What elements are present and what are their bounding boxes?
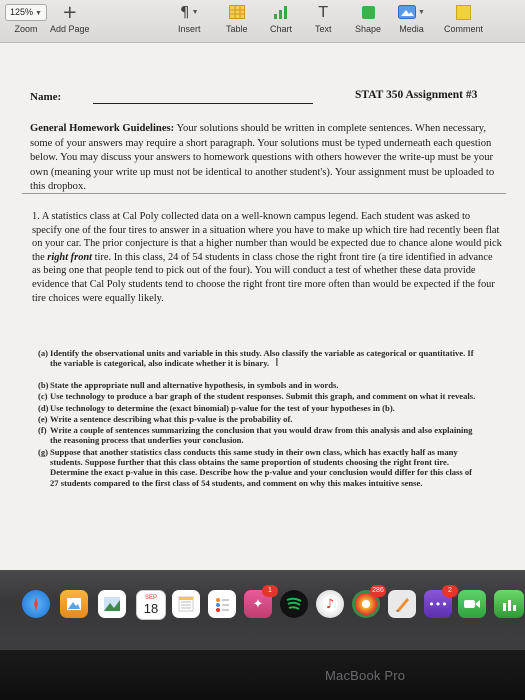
shape-button[interactable] [355,3,381,34]
part-text: Use technology to produce a bar graph of the student responses. Submit this graph, and comment on what it reveals. [50,391,476,402]
chart-icon [270,3,292,21]
list-item[interactable] [38,425,478,446]
table-button[interactable] [226,3,248,34]
divider [22,193,506,194]
part-text: Write a couple of sentences summarizing the conclusion that you would draw from this analysis and also explaining the reasoning process that underlies your conclusion. [50,425,473,446]
shape-icon [355,3,381,21]
text-cursor-icon: I [275,356,279,370]
part-text: Suppose that another statistics class conducts this same study in their own class, which has exactly half as many students. Suppose further that this class obtains the same proportion of students choosing the right front tire. Determine the exact p-value in this case. Describe how the p-value and your conclusion would differ for this class of 27 students compared to the first class of 54 students, and comment on why this makes intuitive sense. [50,446,473,488]
text-button[interactable] [315,3,332,34]
table-icon [226,3,248,21]
comment-label: Comment [444,24,484,34]
text-box-icon: T [318,3,328,21]
list-item[interactable] [38,380,478,390]
question-1[interactable] [32,210,502,305]
zoom-label: Zoom [14,24,38,34]
preview-icon[interactable] [60,590,88,618]
part-letter: (b) [38,380,49,390]
text-label: Text [315,24,332,34]
part-letter: (e) [38,413,48,424]
notification-badge: 2 [442,585,458,597]
guidelines-text: Your solutions should be written in complete sentences. When necessary, some of your answers may require a short paragraph. Your solutions must be typed underneath each question below. You may discuss your answers to homework questions with others however the write-up must be your own (meaning your write up must not be identical to another student's). Your assignment must be uploaded to this dropbox. [30,123,495,193]
safari-icon[interactable] [22,590,50,618]
part-text: State the appropriate null and alternative hypothesis, in symbols and in words. [50,380,339,390]
name-underline [93,103,313,104]
document-page[interactable] [0,43,525,570]
list-item[interactable] [38,414,478,424]
zoom-value[interactable]: 125% ▼ [5,4,47,21]
chart-button[interactable] [270,3,292,34]
pages-icon[interactable] [388,590,416,618]
podcasts-icon[interactable]: ••• 2 [424,590,452,618]
question-parts-list-continued [38,380,478,489]
name-label: Name: [30,91,62,103]
notification-badge: 1 [262,585,278,597]
add-page-button[interactable] [50,3,90,34]
notification-badge: 286 [370,585,386,597]
paragraph-icon: ¶ ▼ [180,3,199,21]
question-intro: 1. A statistics class at Cal Poly collected data on a well-known campus legend. Each student was asked to specify one of the four tires to answer in a situation where you have to make up which tire had recently been flat on your car. The prior conjecture is that a higher number than would be expected due to chance alone would pick the [32,211,502,263]
part-letter: (f) [38,425,47,436]
spotify-icon[interactable] [280,590,308,618]
insert-label: Insert [178,24,201,34]
table-label: Table [226,24,248,34]
part-text: Identify the observational units and variable in this study. Also classify the variable as categorical or quantitative. If the variable is categorical, also indicate whether it is binary. [50,348,474,369]
add-page-label: Add Page [50,24,90,34]
part-text: Write a sentence describing what this p-value is the probability of. [50,413,293,424]
list-item[interactable] [38,403,478,413]
facetime-icon[interactable] [458,590,486,618]
part-letter: (a) [38,348,49,358]
shape-label: Shape [355,24,382,34]
media-label: Media [399,24,424,34]
chevron-down-icon: ▼ [35,9,42,17]
question-parts-list [38,348,478,370]
guidelines-paragraph[interactable] [30,122,500,195]
list-item[interactable] [38,447,478,488]
dock [0,570,525,650]
pages-toolbar [0,0,525,43]
numbers-icon[interactable] [494,590,524,618]
brand-label: MacBook Pro [325,668,406,683]
guidelines-heading: General Homework Guidelines: [30,123,175,134]
plus-icon: + [62,1,78,23]
calendar-icon[interactable] [136,590,166,620]
list-item[interactable] [38,348,478,369]
list-item[interactable] [38,391,478,401]
comment-icon [444,3,483,21]
laptop-bezel [0,650,525,700]
calendar-month: SEP [144,594,157,601]
part-text: Use technology to determine the (exact binomial) p-value for the test of your hypotheses in (b). [50,402,395,413]
comment-button[interactable] [444,3,483,34]
question-emphasis: right front [47,251,93,263]
chart-label: Chart [270,24,293,34]
part-letter: (c) [38,391,48,402]
app-store-icon[interactable]: ✦ 1 [244,590,272,618]
question-rest: tire. In this class, 24 of 54 students in class chose the right front tire (a tire identified in advance as being one that people tend to pick out of the four). You will conduct a test of whether these data provide evidence that Cal Poly students tend to choose the right front tire more often than would be expected if the four tire choices were equally likely. [32,251,495,304]
media-button[interactable] [398,3,425,34]
itunes-icon[interactable]: ♪ [316,590,344,618]
part-letter: (g) [38,446,49,457]
photos-icon[interactable] [98,590,126,618]
media-icon: ▼ [398,3,425,21]
assignment-title: STAT 350 Assignment #3 [355,89,478,101]
zoom-button[interactable] [5,3,47,34]
calendar-day: 18 [143,600,159,616]
part-letter: (d) [38,402,49,413]
insert-button[interactable] [178,3,201,34]
reminders-icon[interactable] [208,590,236,618]
notes-icon[interactable] [172,590,200,618]
photos-app-icon[interactable] [352,587,384,618]
